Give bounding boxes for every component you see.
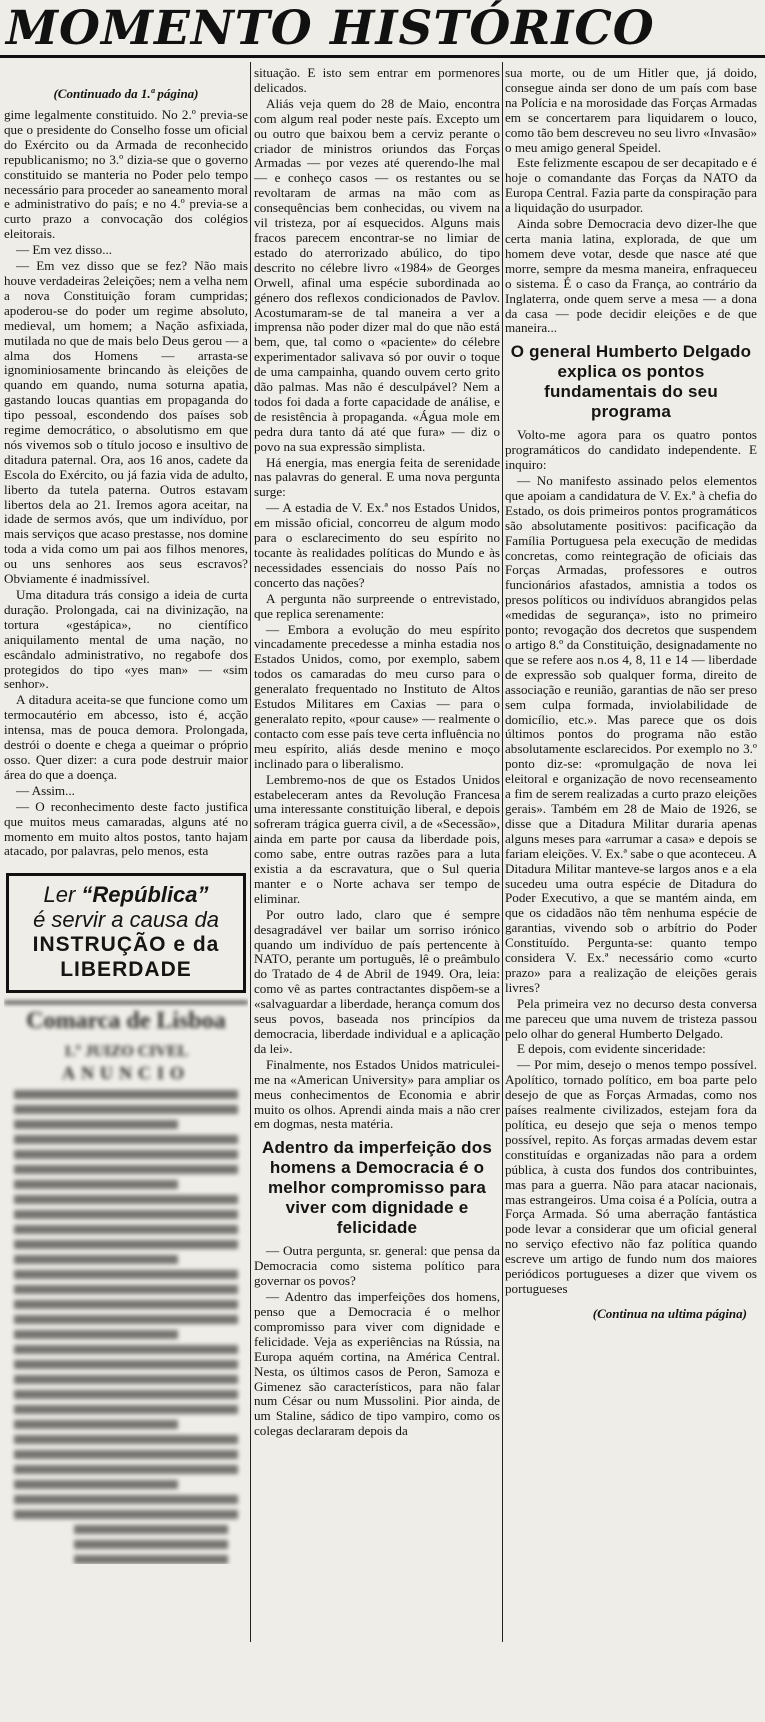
blurred-text-line bbox=[14, 1330, 178, 1339]
subheading-programa: O general Humberto Delgado explica os pontos fundamentais do seu programa bbox=[510, 342, 752, 422]
blurred-text-line bbox=[14, 1315, 238, 1324]
paragraph: Há energia, mas energia feita de serenidade nas palavras do general. E uma nova pergunta surge: bbox=[254, 454, 500, 500]
paragraph: — No manifesto assinado pelos elementos que apoiam a candidatura de V. Ex.ª à chefia do Estado, os dois primeiros pontos programáticos são absolutamente positivos: pacificação da Família Portuguesa pela execução de medidas concretas, como reintegração de oficiais das Forças Armadas, professores e outros funcionários afastados, amnistia a todos os presos políticos ou indivíduos abrangidos pelas «medidas de segurança», isto no primeiro ponto; revogação dos decretos que suspendem o artigo 8.º da Constituição, designadamente no que se refere aos n.os 4, 8, 11 e 14 — liberdade de expressão sob qualquer forma, direito de associação e reunião, garantias de não ser preso sem culpa formada, inviolabilidade de domicílio, etc.». Mas parece que os dois últimos pontos do programa não estão absolutamente esclarecidos. Por exemplo no 3.º ponto diz-se: «promulgação de nova lei eleitoral e organização de novo recenseamento a fim de serem realizadas a curto prazo eleições gerais». Também em 28 de Maio de 1926, se disse que a Ditadura Militar duraria apenas alguns meses para «arrumar a casa» e depois se fariam eleições. V. Ex.ª sabe o que aconteceu. A Ditadura Militar manteve-se largos anos e a ela sucedeu uma outra espécie de Ditadura do Poder Executivo, a que se mantém ainda, em que os cidadãos não têm nenhuma espécie de garantias, vivendo sob o arbítrio do Poder Constituído. Pergunta-se: quanto tempo considera V. Ex.ª necessário como «curto prazo» para a realização de eleições gerais livres? bbox=[505, 473, 757, 995]
blurred-text-line bbox=[14, 1255, 178, 1264]
column-1 bbox=[4, 66, 248, 1564]
blurred-text-line bbox=[14, 1210, 238, 1219]
blurred-text-line bbox=[14, 1405, 238, 1414]
paragraph: Uma ditadura trás consigo a ideia de curta duração. Prolongada, cai na divinização, na tortura «gestápica», no científico aniquilamento mental de uma nação, no escândalo administrativo, no regabofe dos protegidos do tipo «yes man» — «sim senhor». bbox=[4, 587, 248, 692]
blurred-text-line bbox=[14, 1270, 238, 1279]
blurred-text-line bbox=[14, 1510, 238, 1519]
blurred-text-line bbox=[74, 1525, 228, 1534]
continued-line: (Continuado da 1.ª página) bbox=[53, 86, 199, 101]
notice-heading: ANUNCIO bbox=[61, 1063, 190, 1084]
paragraph: — Adentro das imperfeições dos homens, penso que a Democracia é o melhor compromisso para viver com dignidade e felicidade. Veja as experiências na Rússia, na Europa aquém cortina, na América Central. Nesta, os últimos casos de Peron, Samoza e Gimenez são característicos, para não falar num César ou num Mussolini. Pior ainda, de um Staline, sádico de tipo vampiro, como os colegas declararam depois da bbox=[254, 1289, 500, 1439]
blurred-text-line bbox=[74, 1540, 228, 1549]
notice-subtitle: 1.º JUIZO CIVEL bbox=[63, 1043, 189, 1061]
paragraph: gime legalmente constituido. No 2.º previa-se que o presidente do Conselho fosse um oficial do Exército ou da Armada de reconhecido republicanismo; no 3.º dizia-se que o governo constituido se manteria no Poder pelo tempo necessário para proceder ao saneamento moral e administrativo do país; e no 4.º previa-se a curto prazo a convocação dos colégios eleitorais. bbox=[4, 107, 248, 242]
paragraph: A pergunta não surpreende o entrevistado, que replica serenamente: bbox=[254, 590, 500, 621]
blurred-text-line bbox=[14, 1390, 238, 1399]
paragraph: Ainda sobre Democracia devo dizer-lhe que certa mania latina, explorada, de que um homem deve votar, desde que nasce até que morre, sempre da mesma maneira, enfraqueceu o sistema. É o caso da França, ao contrário da Inglaterra, onde quem serve a mesa — a dona da casa — pode decidir eleições e de que maneira... bbox=[505, 216, 757, 336]
paragraph: — O reconhecimento deste facto justifica que muitos meus camaradas, alguns até no momento em muito altos postos, tanto hajam atacado, por palavras, pelo menos, esta bbox=[4, 798, 248, 859]
blurred-text-line bbox=[14, 1285, 238, 1294]
paragraph: — Em vez disso... bbox=[16, 242, 113, 258]
blurred-text-line bbox=[14, 1450, 238, 1459]
ad-line-1b: “República” bbox=[81, 882, 209, 908]
blurred-text-line bbox=[14, 1225, 238, 1234]
blurred-text-line bbox=[14, 1135, 238, 1144]
column-rule bbox=[502, 62, 503, 1642]
paragraph: Finalmente, nos Estados Unidos matriculei-me na «American University» para ampliar os meus conhecimentos de Economia e abrir muito os olhos. Aprendi ainda mais a não crer em dogmas, nesta matéria. bbox=[254, 1056, 500, 1132]
column-2 bbox=[254, 66, 500, 1440]
ad-line-1a: Ler bbox=[43, 882, 82, 908]
paragraph: Lembremo-nos de que os Estados Unidos estabeleceram antes da Revolução Francesa uma interessante constituição liberal, e depois sofreram trágica guerra civil, a de «Secessão», ainda em parte por causa da liberdade pois, como sabe, entre outras razões para a luta existia a da escravatura, que o Sul queria manter e o Norte achava ser tempo de eliminar. bbox=[254, 771, 500, 906]
blurred-text-line bbox=[14, 1300, 238, 1309]
blurred-text-line bbox=[14, 1105, 238, 1114]
blurred-text-line bbox=[14, 1180, 178, 1189]
paragraph: E depois, com evidente sinceridade: bbox=[517, 1041, 706, 1057]
blurred-text-line bbox=[14, 1495, 238, 1504]
continues-line: (Continua na ultima página) bbox=[592, 1305, 747, 1321]
paragraph: — Embora a evolução do meu espírito vincadamente precedesse a minha estadia nos Estados Unidos, como, por exemplo, sabem todos os camaradas do meu curso para o generalato frequentado no Instituto de Altos Estudos Militares em Caxias — para o generalato repito, «pour cause» — realmente o contacto com esse país teve certa influência no meu espírito, aliás desde menino e moço inclinado para o liberalismo. bbox=[254, 621, 500, 771]
paragraph: — Por mim, desejo o menos tempo possível. Apolítico, tornado político, em boa parte pelo desejo de que as Forças Armadas, como nos países realmente civilizados, estejam fora da política, eu desejo que seja o menos tempo possível, repito. As forças armadas devem estar constituídas e organizadas não para a ordem pública, à custa dos fundos dos contribuintes, mas para a guerra. Não para atacar nacionais, mas estrangeiros. Uma coisa é a Polícia, outra a Força Armada. Só uma aberração fantástica pode levar a considerar que um oficial general no serviço efectivo não faz política quando escreve um artigo de fundo num dos maiores periódicos portugueses a dizer que vivem os portugueses bbox=[505, 1057, 757, 1296]
paragraph: Este felizmente escapou de ser decapitado e é hoje o comandante das Forças da NATO da Europa Central. Fazia parte da conspiração para a liquidação do usurpador. bbox=[505, 155, 757, 216]
blurred-text-line bbox=[14, 1435, 238, 1444]
notice-title: Comarca de Lisboa bbox=[26, 1008, 226, 1035]
masthead-title: MOMENTO HISTÓRICO bbox=[6, 1, 655, 56]
paragraph: Pela primeira vez no decurso desta conversa me pareceu que uma nuvem de tristeza passou pelo olhar do general Humberto Delgado. bbox=[505, 995, 757, 1041]
column-3-paragraphs-b bbox=[505, 428, 757, 1297]
column-1-paragraphs bbox=[4, 108, 248, 859]
paragraph: Volto-me agora para os quatro pontos programáticos do candidato independente. E inquiro: bbox=[505, 427, 757, 473]
blurred-legal-notice bbox=[4, 1001, 248, 1564]
paragraph: situação. E isto sem entrar em pormenores delicados. bbox=[254, 66, 500, 95]
ad-line-1 bbox=[15, 882, 237, 907]
paragraph: — A estadia de V. Ex.ª nos Estados Unidos, em missão oficial, concorreu de algum modo para o esclarecimento do seu espírito no tocante às realidades políticas do Mundo e às necessidades essenciais do nosso País no concerto das nações? bbox=[254, 500, 500, 590]
column-3 bbox=[505, 66, 757, 1322]
subheading-democracia: Adentro da imperfeição dos homens a Democracia é o melhor compromisso para viver com dignidade e felicidade bbox=[261, 1138, 493, 1238]
blurred-text-line bbox=[14, 1150, 238, 1159]
blurred-text-line bbox=[14, 1480, 178, 1489]
ad-line-3: INSTRUÇÃO e da bbox=[32, 933, 220, 957]
masthead bbox=[0, 0, 765, 58]
blurred-text-line bbox=[14, 1360, 238, 1369]
column-2-paragraphs-a bbox=[254, 66, 500, 1132]
blurred-text-line bbox=[14, 1195, 238, 1204]
paragraph: — Outra pergunta, sr. general: que pensa da Democracia como sistema político para governar os povos? bbox=[254, 1243, 500, 1289]
paragraph: sua morte, ou de um Hitler que, já doido, consegue ainda ser dono de um país com base na Polícia e na morosidade das Forças Armadas em se concertarem para liquidarem o louco, como tão bem descreveu no seu livro «Invasão» o meu amigo general Speidel. bbox=[505, 66, 757, 155]
blurred-text-line bbox=[14, 1420, 178, 1429]
republica-ad-box bbox=[6, 873, 246, 993]
blurred-text-line bbox=[74, 1555, 228, 1564]
paragraph: A ditadura aceita-se que funcione como um termocautério em abcesso, isto é, acção intensa, mas de pouca demora. Prolongada, destrói o doente e chega a queimar o próprio osso. Quer dizer: a cura pode destruir maior área do que a doença. bbox=[4, 692, 248, 782]
paragraph: Aliás veja quem do 28 de Maio, encontra com algum real poder neste país. Excepto um ou outro que baixou bem a cerviz perante o criador de ministros oriundos das Forças Armadas — por vezes até querendo-lhe mal — e conheço casos — os restantes ou se revoltaram de armas na mão com as consequências bem conhecidas, ou vivem na vil tristeza, por aí esquecidos. Alguns mais fracos parecem encontrar-se no limiar de estado do aterrorizado abúlico, do tipo descrito no célebre livro «1984» de Georges Orwell, afinal uma espécie subordinada ao género dos reflexos condicionados de Pavlov. Acostumaram-se de tal maneira a ver a imprensa não poder dizer mal do que não está bem, que, tal como o «paciente» do célebre experimentador salivava só por ouvir o toque de uma campainha, quando ouvem certo grito dão palmas. Mas não é desculpável? Nem a todos foi dada a forte capacidade de análise, e de resistência à propaganda. «Água mole em pedra dura tanto dá até que fura» — diz o povo na sua expressão simplista. bbox=[254, 95, 500, 454]
ad-line-2: é servir a causa da bbox=[33, 907, 219, 933]
blurred-text-line bbox=[14, 1345, 238, 1354]
blurred-text-line bbox=[14, 1465, 238, 1474]
column-rule bbox=[250, 62, 251, 1642]
blurred-text-line bbox=[14, 1165, 238, 1174]
blurred-text-line bbox=[14, 1090, 238, 1099]
column-2-paragraphs-b bbox=[254, 1244, 500, 1439]
paragraph: — Assim... bbox=[16, 782, 75, 798]
paragraph: Por outro lado, claro que é sempre desagradável ver bailar um sorriso irónico quando um indivíduo de país pertencente à NATO, perante um português, lê o preâmbulo do Tratado de 4 de Abril de 1949. Ora, leia: como vê as partes contractantes dispõem-se a «salvaguardar a liberdade, herança comum dos seus povos, baseada nos princípios da democracia, liberdade individual e a aplicação da lei». bbox=[254, 906, 500, 1056]
blurred-text-line bbox=[14, 1120, 178, 1129]
blurred-text-line bbox=[14, 1375, 238, 1384]
blurred-text-line bbox=[14, 1240, 238, 1249]
paragraph: — Em vez disso que se fez? Não mais houve verdadeiras 2eleições; nem a velha nem a nova Constituição foram cumpridas; apoderou-se do poder um regime absoluto, medieval, um homem; a Nação asfixiada, mutilada no que de mais belo Deus gerou — a alma dos Homens — arrasta-se ignominiosamente brincando às eleições de quando em quando, numa soturna apatia, gastando loucas quantias em propaganda do tipo pessoal, escondendo dos países sob regime democrático, o absolutismo em que nós vivemos sob o título jocoso e insultivo de ditadura paternal. Ora, aos 16 anos, cadete da Escola do Exército, ou já fazia vida de adulto, liberto da tutela paterna. Outros estavam libertos dela ao 21. Iremos agora aceitar, na idade de sermos avós, que um indivíduo, por mais serviços que acaso prestasse, nos domine toda a vida como um pai aos filhos menores, ou uns senhores aos seus escravos? Obviamente é inadmissível. bbox=[4, 258, 248, 587]
column-3-paragraphs-a bbox=[505, 66, 757, 336]
ad-line-4: LIBERDADE bbox=[60, 958, 192, 982]
